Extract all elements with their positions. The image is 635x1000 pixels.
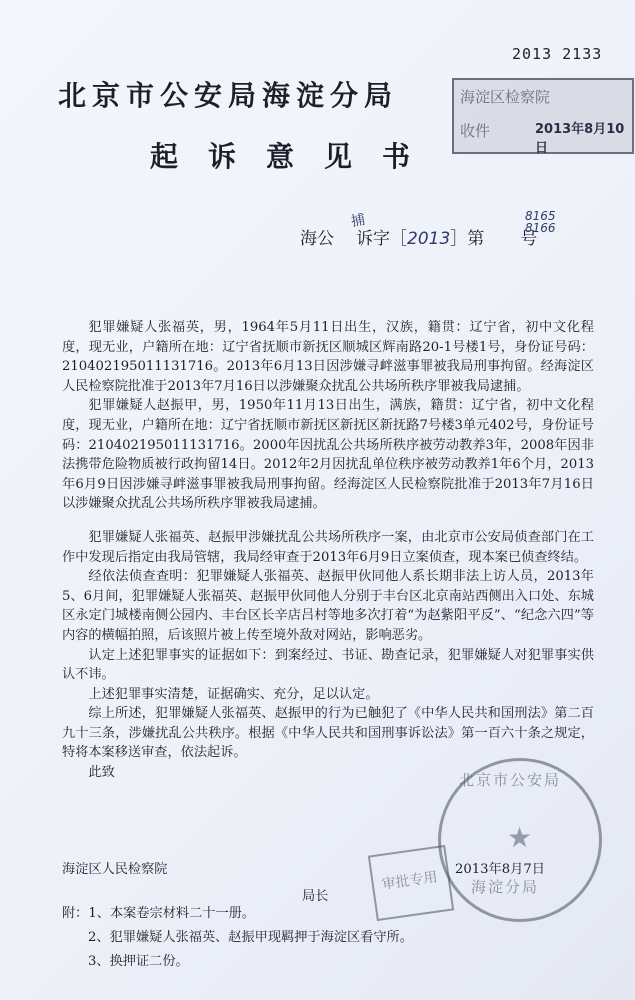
document-body [62, 318, 594, 783]
signature-date: 2013年8月7日 [455, 862, 545, 877]
file-number-suffix: 号 [520, 229, 538, 249]
file-number-bottom: 8166 [525, 221, 556, 235]
attachment-item: 2、犯罪嫌疑人张福英、赵振甲现羁押于海淀区看守所。 [88, 930, 413, 945]
facts-clear-paragraph: 上述犯罪事实清楚，证据确实、充分，足以认定。 [88, 686, 379, 702]
handwritten-character: 捕 [349, 211, 367, 231]
file-number-prefix: 海公 [300, 229, 334, 249]
suspect-2-paragraph: 犯罪嫌疑人赵振甲，男，1950年11月13日出生，满族，籍贯：辽宁省，初中文化程度，现无业，户籍所在地：辽宁省抚顺市新抚区新抚区新抚路7号楼3单元402号，身份证号码：210402195011131716。2000年因扰乱公共场所秩序被劳动教养3年，2008年因非法携带危险物质被行政拘留14日。2012年2月因扰乱单位秩序被劳动教养1年6个月，2013年6月9日因涉嫌寻衅滋事罪被我局刑事拘留。经海淀区人民检察院批准于2013年7月16日以涉嫌聚众扰乱公共场所秩序罪被我局逮捕。 [62, 398, 594, 512]
seal-text-top: 北京市公安局 [459, 771, 562, 789]
seal-text-bottom: 海淀分局 [471, 878, 540, 896]
document-serial-number: 2013 2133 [512, 45, 603, 63]
chief-label: 局长 [302, 889, 329, 904]
handwritten-file-numbers [525, 210, 556, 234]
seal-star-icon: ★ [507, 821, 533, 854]
issuing-authority-title: 北京市公安局海淀分局 [58, 79, 399, 112]
conclusion-paragraph: 综上所述，犯罪嫌疑人张福英、赵振甲的行为已触犯了《中华人民共和国刑法》第二百九十三条，涉嫌扰乱公共秩序。根据《中华人民共和国刑事诉讼法》第一百六十条之规定，特将本案移送审查，依法起诉。 [62, 706, 594, 761]
attachments [62, 902, 582, 974]
file-number-top: 8165 [525, 209, 556, 223]
approval-stamp-text: 审批专用 [380, 869, 439, 893]
attachment-item: 附：1、本案卷宗材料二十一册。 [62, 906, 256, 921]
salutation: 此致 [88, 765, 115, 781]
official-seal [438, 758, 602, 922]
file-number-year: 2013 [407, 229, 451, 249]
file-number [300, 224, 537, 249]
investigation-findings-paragraph: 经依法侦查查明：犯罪嫌疑人张福英、赵振甲伙同他人系长期非法上访人员，2013年5、6月间，犯罪嫌疑人张福英、赵振甲伙同他人分别于丰台区北京南站西侧出入口处、东城区永定门城楼南侧公园内、丰台区长辛店吕村等地多次打着“为赵紫阳平反”、“纪念六四”等内容的横幅拍照，后该照片被上传至境外敌对网站，影响恶劣。 [62, 569, 594, 643]
receipt-stamp-line2: 收件 [460, 122, 491, 140]
attachment-item: 3、换押证二份。 [88, 954, 189, 969]
evidence-paragraph: 认定上述犯罪事实的证据如下：到案经过、书证、勘查记录，犯罪嫌疑人对犯罪事实供认不讳。 [62, 647, 594, 683]
file-number-middle: 诉字［ [356, 229, 407, 249]
attachments-label: 附： [62, 906, 89, 921]
document-title: 起诉意见书 [150, 140, 441, 173]
suspect-1-paragraph: 犯罪嫌疑人张福英，男，1964年5月11日出生，汉族，籍贯：辽宁省，初中文化程度，现无业，户籍所在地：辽宁省抚顺市新抚区顺城区辉南路20-1号楼1号，身份证号码：210402195011131716。2013年6月13日因涉嫌寻衅滋事罪被我局刑事拘留。经海淀区人民检察院批准于2013年7月16日以涉嫌聚众扰乱公共场所秩序罪被我局逮捕。 [62, 320, 594, 394]
addressee: 海淀区人民检察院 [62, 862, 168, 877]
receipt-stamp-date: 2013年8月10日 [535, 122, 625, 156]
receipt-stamp-line1: 海淀区检察院 [460, 88, 551, 106]
case-origin-paragraph: 犯罪嫌疑人张福英、赵振甲涉嫌扰乱公共场所秩序一案，由北京市公安局侦查部门在工作中发现后指定由我局管辖，我局经审查于2013年6月9日立案侦查，现本案已侦查终结。 [62, 529, 594, 565]
file-number-close: ］第 [450, 229, 485, 249]
